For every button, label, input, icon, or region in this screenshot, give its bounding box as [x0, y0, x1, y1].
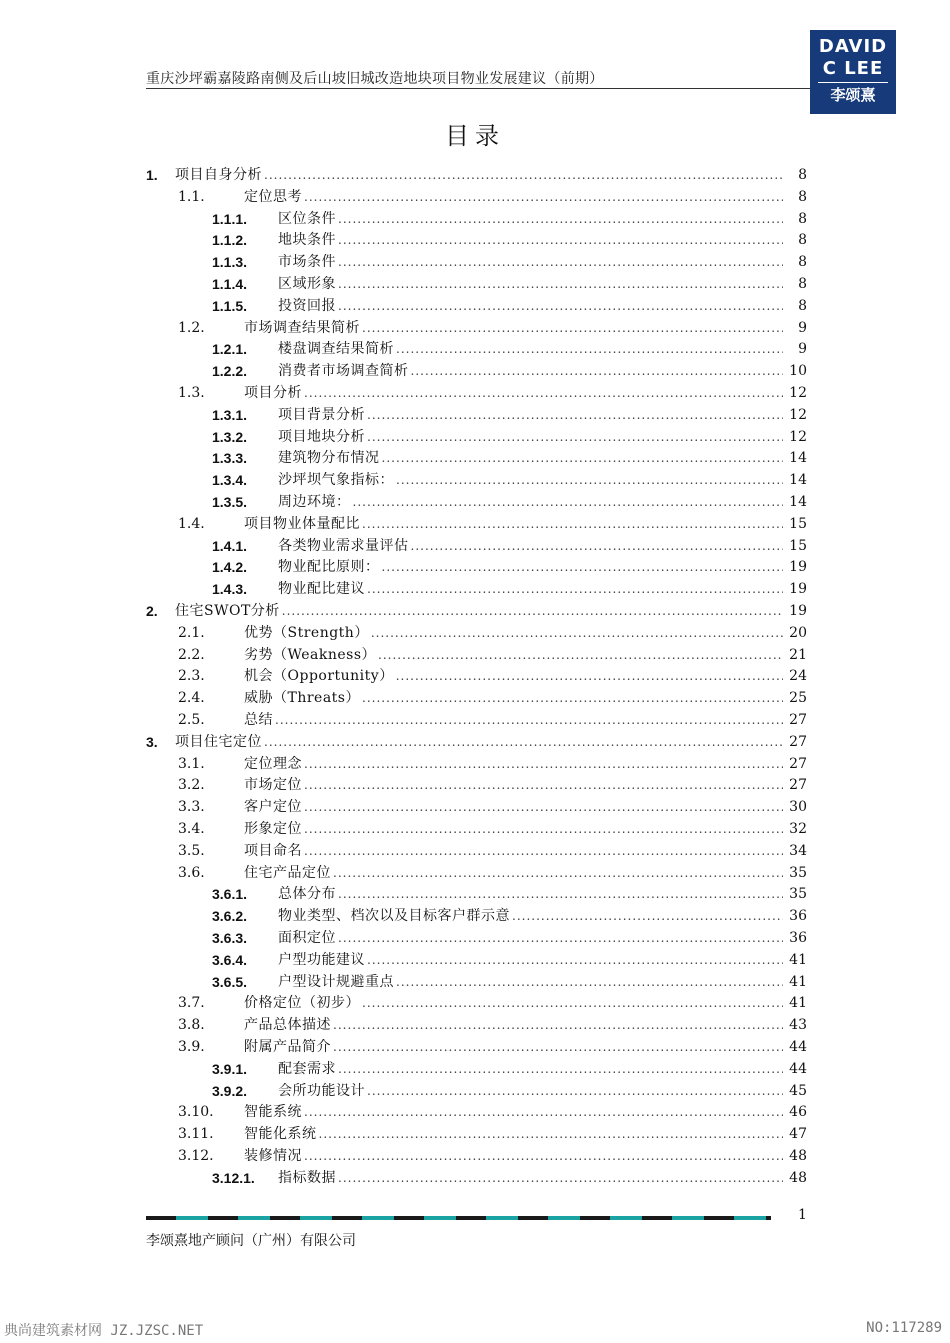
toc-entry-page: 34: [789, 842, 807, 859]
toc-entry-text: 机会（Opportunity）: [244, 668, 394, 685]
toc-entry[interactable]: [178, 687, 807, 709]
toc-entry[interactable]: [146, 600, 807, 622]
toc-leader-dots: [367, 1080, 783, 1102]
toc-entry-page: 45: [789, 1082, 807, 1099]
toc-entry[interactable]: [178, 796, 807, 818]
toc-entry-number: 1.3.2.: [212, 428, 248, 445]
toc-leader-dots: [304, 1145, 783, 1167]
toc-entry-text: 威胁（Threats）: [244, 690, 360, 707]
toc-entry-page: 19: [789, 603, 807, 619]
toc-leader-dots: [275, 709, 783, 731]
toc-entry-text: 总结: [244, 712, 273, 728]
toc-entry-number: 1.3.3.: [212, 450, 248, 467]
toc-leader-dots: [378, 644, 783, 666]
toc-leader-dots: [304, 186, 783, 208]
toc-entry-page: 19: [789, 559, 807, 576]
toc-entry[interactable]: [212, 273, 807, 295]
toc-leader-dots: [396, 338, 783, 360]
toc-entry-text: 市场条件: [278, 254, 336, 271]
toc-entry[interactable]: [212, 251, 807, 273]
toc-entry-page: 24: [789, 668, 807, 685]
toc-entry-text: 区域形象: [278, 276, 336, 292]
toc-entry-text: 市场定位: [244, 777, 302, 794]
toc-entry-number: 3.4.: [178, 821, 205, 837]
toc-entry[interactable]: [146, 164, 807, 186]
toc-entry-number: 3.3.: [178, 799, 205, 816]
toc-entry-number: 1.3.4.: [212, 472, 248, 489]
toc-entry[interactable]: [178, 1101, 807, 1123]
toc-entry[interactable]: [212, 1058, 807, 1080]
toc-leader-dots: [367, 404, 783, 426]
toc-entry-number: 1.4.2.: [212, 559, 248, 576]
toc-leader-dots: [362, 687, 783, 709]
toc-entry-number: 2.: [146, 603, 158, 619]
toc-entry-text: 附属产品简介: [244, 1039, 331, 1055]
toc-entry-page: 9: [798, 341, 807, 358]
toc-entry-number: 3.1.: [178, 755, 205, 772]
toc-entry-number: 2.4.: [178, 690, 205, 707]
toc-entry-page: 36: [789, 908, 807, 925]
toc-entry-number: 1.4.: [178, 515, 205, 532]
toc-leader-dots: [338, 883, 783, 905]
toc-leader-dots: [396, 665, 783, 687]
toc-entry-text: 智能系统: [244, 1104, 302, 1121]
toc-entry[interactable]: [212, 447, 807, 469]
header-title: 重庆沙坪霸嘉陵路南侧及后山坡旧城改造地块项目物业发展建议（前期）: [146, 71, 604, 87]
toc-entry-page: 14: [789, 450, 807, 467]
toc-leader-dots: [264, 731, 783, 753]
toc-entry-text: 住宅SWOT分析: [175, 603, 280, 619]
toc-entry[interactable]: [178, 644, 807, 666]
page-number: 1: [798, 1207, 807, 1223]
toc-entry-number: 3.6.1.: [212, 886, 248, 903]
toc-entry-page: 27: [789, 755, 807, 772]
toc-entry-number: 3.6.3.: [212, 930, 248, 946]
toc-entry-number: 1.: [146, 167, 158, 183]
toc-entry-text: 户型设计规避重点: [278, 973, 394, 990]
toc-leader-dots: [512, 905, 783, 927]
toc-entry-number: 1.3.5.: [212, 494, 248, 510]
toc-entry[interactable]: [178, 840, 807, 862]
logo-line-2: C LEE: [822, 58, 884, 79]
toc-entry-page: 12: [789, 385, 807, 401]
toc-entry-text: 项目命名: [244, 842, 302, 859]
toc-entry-number: 1.2.2.: [212, 363, 248, 380]
toc-leader-dots: [338, 295, 783, 317]
toc-entry[interactable]: [212, 905, 807, 927]
toc-entry-number: 3.6.5.: [212, 973, 248, 990]
toc-leader-dots: [282, 600, 783, 622]
toc-entry-number: 1.1.2.: [212, 232, 248, 249]
toc-entry-number: 2.1.: [178, 624, 205, 641]
toc-entry-text: 物业类型、档次以及目标客户群示意: [278, 908, 510, 925]
toc-entry[interactable]: [212, 1167, 807, 1189]
toc-entry-text: 客户定位: [244, 799, 302, 816]
toc-entry-number: 1.3.: [178, 385, 205, 401]
toc-leader-dots: [367, 949, 783, 971]
toc-leader-dots: [304, 382, 783, 404]
toc-entry[interactable]: [178, 1036, 807, 1058]
toc-entry-number: 3.6.: [178, 864, 205, 881]
toc-entry[interactable]: [212, 469, 807, 491]
toc-entry-number: 3.: [146, 733, 158, 750]
toc-entry-text: 劣势（Weakness）: [244, 646, 377, 663]
toc-leader-dots: [333, 862, 783, 884]
toc-entry-number: 3.2.: [178, 777, 205, 794]
toc-leader-dots: [333, 1036, 783, 1058]
toc-entry-text: 楼盘调查结果简析: [278, 341, 394, 358]
toc-entry-text: 市场调查结果简析: [244, 319, 360, 336]
toc-entry-page: 36: [789, 930, 807, 946]
logo-line-1: DAVID: [818, 36, 888, 57]
toc-entry-number: 1.1.5.: [212, 297, 248, 314]
toc-leader-dots: [382, 556, 784, 578]
toc-entry-text: 沙坪坝气象指标：: [278, 472, 394, 489]
toc-entry-text: 各类物业需求量评估: [278, 537, 409, 554]
toc-entry-page: 21: [789, 646, 807, 663]
toc-entry-page: 47: [789, 1126, 807, 1143]
toc-entry[interactable]: [178, 992, 807, 1014]
toc-entry[interactable]: [212, 535, 807, 557]
toc-entry-number: 2.3.: [178, 668, 205, 685]
toc-leader-dots: [396, 469, 783, 491]
toc-entry[interactable]: [178, 665, 807, 687]
logo-divider: [818, 82, 888, 83]
toc-leader-dots: [411, 360, 784, 382]
toc-entry-page: 8: [798, 188, 807, 205]
toc-entry[interactable]: [178, 1145, 807, 1167]
toc-entry-page: 48: [789, 1169, 807, 1186]
toc-leader-dots: [264, 164, 783, 186]
toc-entry-text: 区位条件: [278, 210, 336, 227]
toc-entry-text: 住宅产品定位: [244, 864, 331, 881]
toc-leader-dots: [411, 535, 784, 557]
toc-entry[interactable]: [178, 709, 807, 731]
toc-entry-number: 3.6.4.: [212, 951, 248, 968]
toc-leader-dots: [338, 229, 783, 251]
toc-entry-number: 1.3.1.: [212, 406, 248, 423]
toc-entry-text: 装修情况: [244, 1148, 302, 1164]
toc-leader-dots: [304, 796, 783, 818]
toc-leader-dots: [338, 251, 783, 273]
toc-title: 目录: [445, 122, 505, 150]
toc-entry-number: 1.4.3.: [212, 581, 248, 598]
toc-entry-text: 会所功能设计: [278, 1082, 365, 1099]
toc-entry[interactable]: [178, 186, 807, 208]
toc-entry[interactable]: [178, 1014, 807, 1036]
logo: [810, 30, 896, 114]
toc-entry-page: 43: [789, 1017, 807, 1034]
toc-entry-number: 1.4.1.: [212, 537, 248, 554]
toc-entry-number: 1.2.1.: [212, 341, 248, 358]
watermark-right: NO:117289: [866, 1320, 942, 1336]
toc-entry-page: 27: [789, 777, 807, 794]
toc-entry-text: 项目住宅定位: [175, 733, 262, 750]
toc-entry-number: 2.5.: [178, 712, 205, 728]
toc-leader-dots: [367, 426, 783, 448]
toc-leader-dots: [338, 1058, 783, 1080]
toc-entry-text: 优势（Strength）: [244, 624, 369, 641]
toc-entry-text: 投资回报: [278, 297, 336, 314]
toc-entry[interactable]: [212, 927, 807, 949]
toc-entry-number: 3.9.: [178, 1039, 205, 1055]
toc-leader-dots: [304, 774, 783, 796]
toc-entry-text: 定位理念: [244, 755, 302, 772]
toc-entry[interactable]: [212, 556, 807, 578]
toc-entry[interactable]: [146, 731, 807, 753]
toc-entry-text: 物业配比建议: [278, 581, 365, 598]
toc-entry-text: 项目背景分析: [278, 406, 365, 423]
toc-entry-number: 1.1.4.: [212, 276, 248, 292]
toc-entry-text: 户型功能建议: [278, 951, 365, 968]
toc-entry[interactable]: [178, 382, 807, 404]
toc-entry-page: 19: [789, 581, 807, 598]
toc-entry-page: 12: [789, 406, 807, 423]
toc-entry-page: 27: [789, 712, 807, 728]
toc-entry-page: 9: [798, 319, 807, 336]
toc-entry-page: 35: [789, 864, 807, 881]
toc-entry[interactable]: [212, 1080, 807, 1102]
toc-entry-page: 8: [798, 276, 807, 292]
toc-entry-text: 项目分析: [244, 385, 302, 401]
toc-entry-text: 总体分布: [278, 886, 336, 903]
toc-entry-page: 8: [798, 167, 807, 183]
toc-leader-dots: [353, 491, 784, 513]
toc-entry[interactable]: [178, 1123, 807, 1145]
toc-entry-text: 形象定位: [244, 821, 302, 837]
toc-leader-dots: [304, 818, 783, 840]
toc-entry-page: 30: [789, 799, 807, 816]
toc-entry-page: 46: [789, 1104, 807, 1121]
toc-entry-number: 3.12.1.: [212, 1169, 255, 1186]
toc-entry-page: 44: [789, 1060, 807, 1077]
toc-entry[interactable]: [212, 949, 807, 971]
toc-entry-text: 指标数据: [278, 1169, 336, 1186]
toc-entry-page: 10: [789, 363, 807, 380]
toc-leader-dots: [304, 840, 783, 862]
toc-leader-dots: [362, 317, 783, 339]
toc-entry-text: 项目物业体量配比: [244, 515, 360, 532]
toc-entry-number: 3.5.: [178, 842, 205, 859]
toc-entry-page: 41: [789, 951, 807, 968]
toc-entry-page: 14: [789, 472, 807, 489]
toc-entry[interactable]: [212, 404, 807, 426]
toc-entry-page: 25: [789, 690, 807, 707]
toc-entry[interactable]: [212, 229, 807, 251]
toc-entry-text: 智能化系统: [244, 1126, 317, 1143]
toc-entry-page: 8: [798, 254, 807, 271]
toc-entry-number: 3.10.: [178, 1104, 214, 1121]
toc-entry-text: 物业配比原则：: [278, 559, 380, 576]
footer-company: 李颂熹地产顾问（广州）有限公司: [146, 1233, 356, 1249]
toc-entry[interactable]: [212, 295, 807, 317]
toc-entry-page: 15: [789, 515, 807, 532]
toc-leader-dots: [362, 992, 783, 1014]
toc-leader-dots: [338, 927, 783, 949]
toc-leader-dots: [382, 447, 784, 469]
toc-entry-text: 地块条件: [278, 232, 336, 249]
toc-entry-text: 建筑物分布情况: [278, 450, 380, 467]
toc-entry-page: 41: [789, 995, 807, 1012]
toc-entry[interactable]: [178, 753, 807, 775]
toc-leader-dots: [338, 1167, 783, 1189]
toc-entry-page: 14: [789, 494, 807, 510]
toc-entry-number: 1.2.: [178, 319, 205, 336]
toc-entry-page: 12: [789, 428, 807, 445]
footer-rule: [146, 1216, 771, 1220]
toc-entry[interactable]: [178, 862, 807, 884]
toc-entry-page: 41: [789, 973, 807, 990]
toc-entry[interactable]: [178, 317, 807, 339]
toc-leader-dots: [319, 1123, 784, 1145]
toc-entry-page: 15: [789, 537, 807, 554]
toc-leader-dots: [338, 208, 783, 230]
toc-entry[interactable]: [212, 883, 807, 905]
header-rule: [146, 88, 810, 89]
toc-entry-number: 3.9.2.: [212, 1082, 248, 1099]
toc-leader-dots: [304, 1101, 783, 1123]
toc-entry-page: 44: [789, 1039, 807, 1055]
toc-leader-dots: [333, 1014, 783, 1036]
toc-entry[interactable]: [212, 360, 807, 382]
toc-leader-dots: [371, 622, 783, 644]
toc-entry[interactable]: [178, 774, 807, 796]
toc-entry[interactable]: [212, 491, 807, 513]
toc-entry-text: 配套需求: [278, 1060, 336, 1077]
toc-leader-dots: [362, 513, 783, 535]
toc-entry-number: 3.7.: [178, 995, 205, 1012]
toc-entry-number: 1.1.1.: [212, 210, 248, 227]
toc-entry[interactable]: [212, 971, 807, 993]
toc-entry-text: 价格定位（初步）: [244, 995, 360, 1012]
toc-entry-number: 3.6.2.: [212, 908, 248, 925]
toc-entry-text: 定位思考: [244, 188, 302, 205]
toc-entry-number: 1.1.: [178, 188, 205, 205]
watermark-left: 典尚建筑素材网 JZ.JZSC.NET: [4, 1323, 204, 1339]
toc-entry-text: 项目自身分析: [175, 167, 262, 183]
toc-entry-page: 8: [798, 210, 807, 227]
toc-entry-text: 周边环境：: [278, 494, 351, 510]
toc-entry[interactable]: [212, 338, 807, 360]
toc-entry[interactable]: [178, 513, 807, 535]
toc-entry-number: 3.11.: [178, 1126, 214, 1143]
toc-entry-text: 项目地块分析: [278, 428, 365, 445]
toc-entry-number: 2.2.: [178, 646, 205, 663]
toc-entry[interactable]: [212, 208, 807, 230]
toc-entry-number: 3.8.: [178, 1017, 205, 1034]
toc-entry-page: 20: [789, 624, 807, 641]
toc-entry[interactable]: [212, 426, 807, 448]
toc-leader-dots: [367, 578, 783, 600]
toc-entry-page: 48: [789, 1148, 807, 1164]
toc-entry-text: 面积定位: [278, 930, 336, 946]
toc-entry-page: 27: [789, 733, 807, 750]
toc-leader-dots: [338, 273, 783, 295]
toc-entry-page: 32: [789, 821, 807, 837]
toc-leader-dots: [304, 753, 783, 775]
toc-entry-text: 产品总体描述: [244, 1017, 331, 1034]
logo-line-3: 李颂熹: [830, 86, 876, 104]
toc-leader-dots: [396, 971, 783, 993]
toc-entry-text: 消费者市场调查简析: [278, 363, 409, 380]
toc-entry[interactable]: [178, 622, 807, 644]
toc-entry[interactable]: [212, 578, 807, 600]
toc-entry-page: 8: [798, 232, 807, 249]
toc-entry[interactable]: [178, 818, 807, 840]
toc-entry-number: 3.9.1.: [212, 1060, 248, 1077]
toc-entry-page: 8: [798, 297, 807, 314]
toc-entry-page: 35: [789, 886, 807, 903]
toc-entry-number: 3.12.: [178, 1148, 214, 1164]
toc-entry-number: 1.1.3.: [212, 254, 248, 271]
